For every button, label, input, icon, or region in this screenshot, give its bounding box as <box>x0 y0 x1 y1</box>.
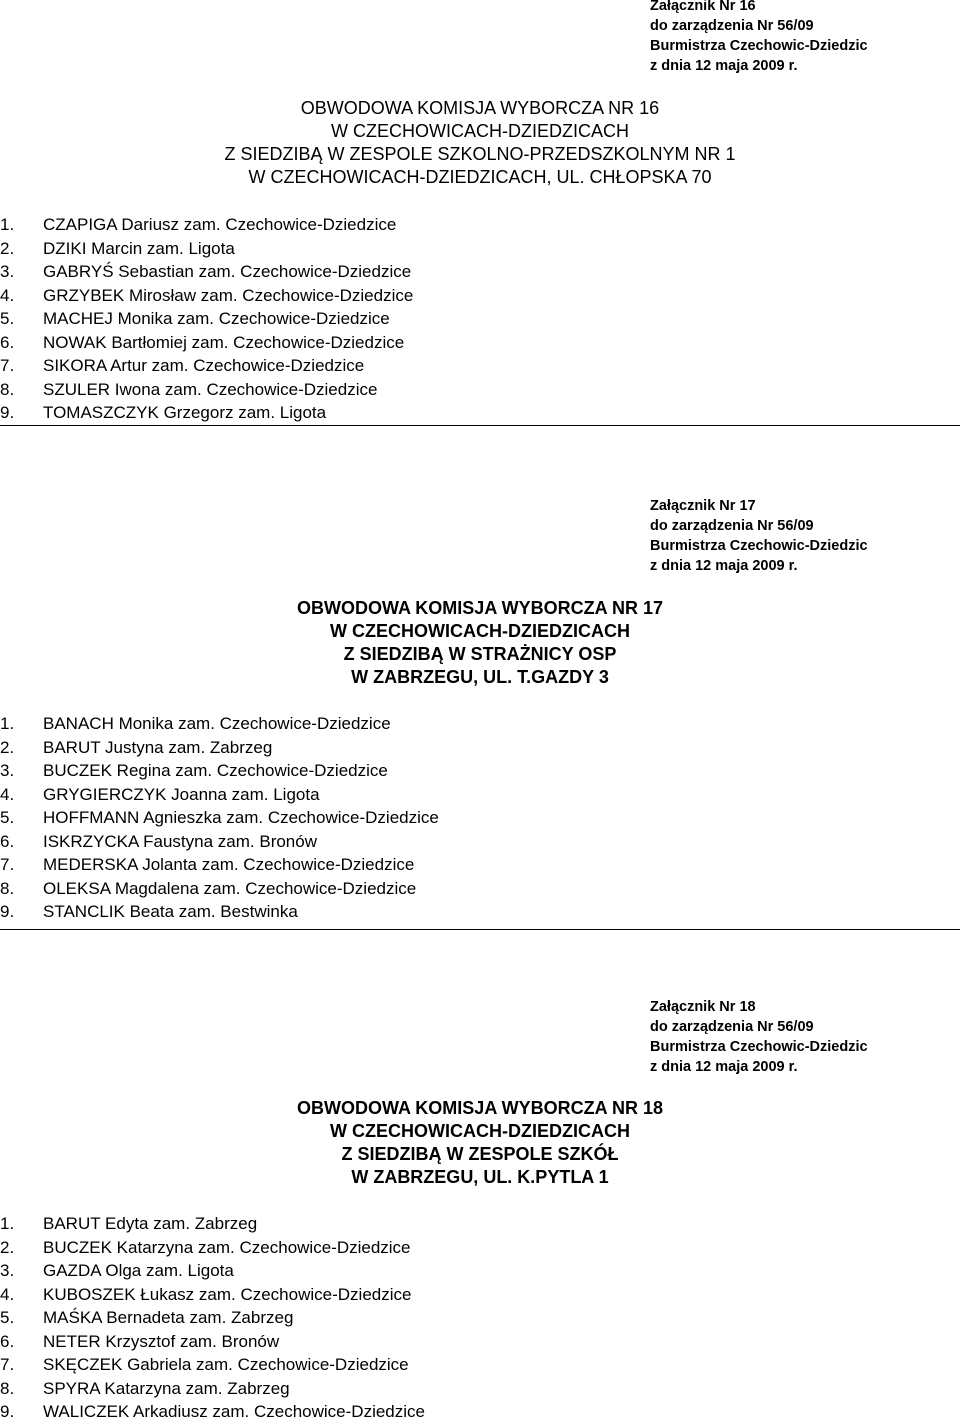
member-text: SPYRA Katarzyna zam. Zabrzeg <box>43 1378 290 1398</box>
member-item <box>0 331 413 355</box>
member-item <box>0 284 413 308</box>
title-line: W CZECHOWICACH-DZIEDZICACH <box>331 121 629 141</box>
member-item <box>0 1259 425 1283</box>
title-line: Z SIEDZIBĄ W ZESPOLE SZKÓŁ <box>341 1144 619 1164</box>
title-line: W CZECHOWICACH-DZIEDZICACH <box>330 1121 630 1141</box>
member-text: CZAPIGA Dariusz zam. Czechowice-Dziedzice <box>43 215 397 234</box>
member-number: 2. <box>0 1237 15 1257</box>
annex-issuer: Burmistrza Czechowic-Dziedzic <box>650 1039 868 1055</box>
member-number: 2. <box>0 238 15 258</box>
member-item <box>0 853 439 877</box>
member-text: OLEKSA Magdalena zam. Czechowice-Dziedzice <box>43 878 417 898</box>
member-number: 6. <box>0 831 15 851</box>
commission-title <box>0 597 960 689</box>
member-item <box>0 213 413 237</box>
member-number: 7. <box>0 855 15 874</box>
member-text: BANACH Monika zam. Czechowice-Dziedzice <box>43 714 391 733</box>
member-item <box>0 830 439 854</box>
member-item <box>0 736 439 760</box>
member-list <box>0 1212 425 1424</box>
member-number: 8. <box>0 1378 15 1398</box>
member-item <box>0 1306 425 1330</box>
member-number: 7. <box>0 1355 15 1374</box>
member-text: NOWAK Bartłomiej zam. Czechowice-Dziedzice <box>43 332 405 352</box>
member-number: 6. <box>0 332 15 352</box>
annex-number: Załącznik Nr 17 <box>650 498 756 514</box>
member-number: 4. <box>0 285 15 305</box>
member-text: WALICZEK Arkadiusz zam. Czechowice-Dziedzice <box>43 1402 425 1421</box>
member-number: 4. <box>0 784 15 804</box>
member-item <box>0 1212 425 1236</box>
member-number: 8. <box>0 878 15 898</box>
annex-ordinance: do zarządzenia Nr 56/09 <box>650 518 814 534</box>
commission-title <box>0 97 960 189</box>
member-item <box>0 307 413 331</box>
member-number: 3. <box>0 262 15 281</box>
member-item <box>0 237 413 261</box>
member-item <box>0 1400 425 1424</box>
annex-issuer: Burmistrza Czechowic-Dziedzic <box>650 38 868 54</box>
title-line: Z SIEDZIBĄ W ZESPOLE SZKOLNO-PRZEDSZKOLNYM NR 1 <box>224 144 736 164</box>
member-text: MEDERSKA Jolanta zam. Czechowice-Dziedzice <box>43 855 415 874</box>
title-line: OBWODOWA KOMISJA WYBORCZA NR 18 <box>296 1098 663 1118</box>
member-number: 2. <box>0 737 15 757</box>
member-text: SZULER Iwona zam. Czechowice-Dziedzice <box>43 379 378 399</box>
member-text: SKĘCZEK Gabriela zam. Czechowice-Dziedzice <box>43 1355 409 1374</box>
member-number: 1. <box>0 1214 15 1233</box>
annex-date: z dnia 12 maja 2009 r. <box>650 558 798 574</box>
title-line: OBWODOWA KOMISJA WYBORCZA NR 16 <box>300 98 660 118</box>
member-number: 1. <box>0 714 15 733</box>
member-item <box>0 806 439 830</box>
annex-ordinance: do zarządzenia Nr 56/09 <box>650 1019 814 1035</box>
member-item <box>0 900 439 924</box>
member-item <box>0 354 413 378</box>
member-item <box>0 1377 425 1401</box>
member-number: 5. <box>0 309 15 328</box>
member-item <box>0 260 413 284</box>
member-text: HOFFMANN Agnieszka zam. Czechowice-Dziedzice <box>43 808 439 827</box>
annex-header <box>650 0 950 76</box>
member-number: 3. <box>0 761 15 780</box>
annex-header <box>650 997 950 1077</box>
annex-number: Załącznik Nr 18 <box>650 999 756 1015</box>
member-item <box>0 1236 425 1260</box>
member-text: KUBOSZEK Łukasz zam. Czechowice-Dziedzice <box>43 1284 412 1304</box>
member-number: 9. <box>0 403 15 422</box>
section-divider <box>0 929 960 930</box>
member-item <box>0 378 413 402</box>
member-number: 9. <box>0 902 15 921</box>
member-number: 7. <box>0 356 15 375</box>
title-line: W ZABRZEGU, UL. T.GAZDY 3 <box>351 667 609 687</box>
member-item <box>0 1330 425 1354</box>
member-text: GRYGIERCZYK Joanna zam. Ligota <box>43 784 320 804</box>
member-number: 6. <box>0 1331 15 1351</box>
member-text: GABRYŚ Sebastian zam. Czechowice-Dziedzice <box>43 262 412 281</box>
member-item <box>0 712 439 736</box>
member-text: MACHEJ Monika zam. Czechowice-Dziedzice <box>43 309 390 328</box>
member-text: DZIKI Marcin zam. Ligota <box>43 238 235 258</box>
title-line: OBWODOWA KOMISJA WYBORCZA NR 17 <box>296 598 663 618</box>
member-text: SIKORA Artur zam. Czechowice-Dziedzice <box>43 356 365 375</box>
member-item <box>0 877 439 901</box>
member-item <box>0 759 439 783</box>
member-item <box>0 783 439 807</box>
annex-date: z dnia 12 maja 2009 r. <box>650 58 798 74</box>
member-text: MAŚKA Bernadeta zam. Zabrzeg <box>43 1308 294 1327</box>
member-number: 4. <box>0 1284 15 1304</box>
annex-ordinance: do zarządzenia Nr 56/09 <box>650 18 814 34</box>
member-text: BARUT Justyna zam. Zabrzeg <box>43 737 273 757</box>
member-number: 3. <box>0 1261 15 1280</box>
section-divider <box>0 425 960 426</box>
member-item <box>0 401 413 425</box>
member-number: 5. <box>0 808 15 827</box>
title-line: W CZECHOWICACH-DZIEDZICACH, UL. CHŁOPSKA 70 <box>248 167 712 187</box>
title-line: W CZECHOWICACH-DZIEDZICACH <box>330 621 630 641</box>
annex-date: z dnia 12 maja 2009 r. <box>650 1059 798 1075</box>
member-list <box>0 213 413 425</box>
member-item <box>0 1353 425 1377</box>
member-text: ISKRZYCKA Faustyna zam. Bronów <box>43 831 317 851</box>
title-line: W ZABRZEGU, UL. K.PYTLA 1 <box>351 1167 609 1187</box>
member-text: GRZYBEK Mirosław zam. Czechowice-Dziedzice <box>43 285 414 305</box>
member-text: GAZDA Olga zam. Ligota <box>43 1261 234 1280</box>
annex-header <box>650 496 950 576</box>
member-item <box>0 1283 425 1307</box>
member-text: STANCLIK Beata zam. Bestwinka <box>43 902 298 921</box>
annex-issuer: Burmistrza Czechowic-Dziedzic <box>650 538 868 554</box>
member-text: BUCZEK Katarzyna zam. Czechowice-Dziedzice <box>43 1237 411 1257</box>
member-text: TOMASZCZYK Grzegorz zam. Ligota <box>43 403 327 422</box>
annex-number: Załącznik Nr 16 <box>650 0 756 14</box>
member-number: 8. <box>0 379 15 399</box>
member-number: 5. <box>0 1308 15 1327</box>
commission-title <box>0 1097 960 1189</box>
member-text: NETER Krzysztof zam. Bronów <box>43 1331 280 1351</box>
title-line: Z SIEDZIBĄ W STRAŻNICY OSP <box>343 644 617 664</box>
member-text: BARUT Edyta zam. Zabrzeg <box>43 1214 258 1233</box>
member-number: 9. <box>0 1402 15 1421</box>
member-text: BUCZEK Regina zam. Czechowice-Dziedzice <box>43 761 388 780</box>
member-list <box>0 712 439 924</box>
member-number: 1. <box>0 215 15 234</box>
